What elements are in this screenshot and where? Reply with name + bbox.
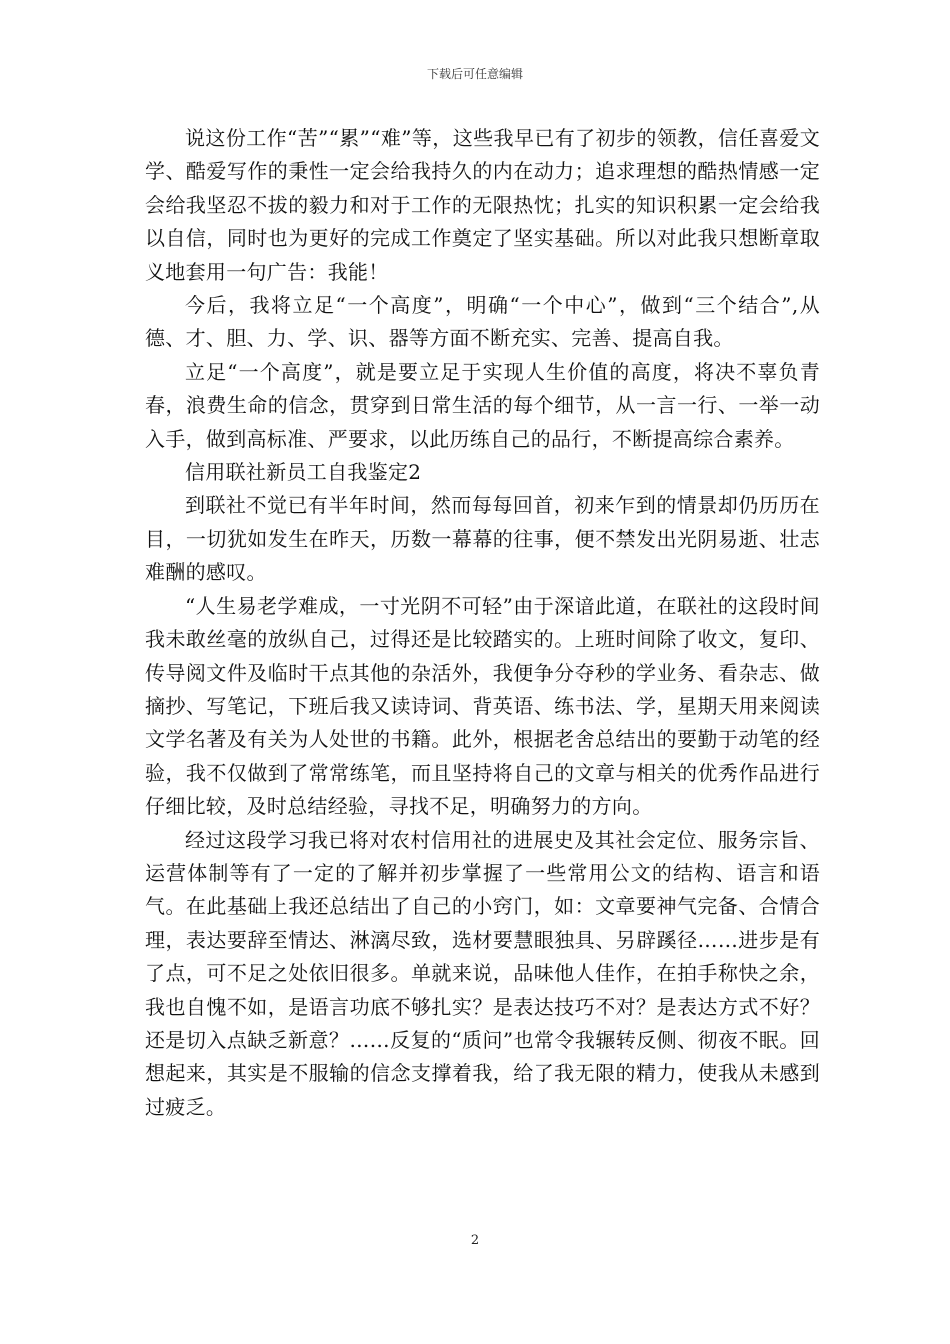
paragraph: 到联社不觉已有半年时间，然而每每回首，初来乍到的情景却仍历历在目，一切犹如发生在昨天，历数一幕幕的往事，便不禁发出光阴易逝、壮志难酬的感叹。 (145, 493, 820, 585)
paragraph: 说这份工作“苦”“累”“难”等，这些我早已有了初步的领教，信任喜爱文学、酷爱写作的秉性一定会给我持久的内在动力；追求理想的酷热情感一定会给我坚忍不拔的毅力和对于工作的无限热忱；扎实的知识积累一定会给我以自信，同时也为更好的完成工作奠定了坚实基础。所以对此我只想断章取义地套用一句广告：我能！ (145, 126, 820, 284)
paragraph: 立足“一个高度”，就是要立足于实现人生价值的高度，将决不辜负青春，浪费生命的信念，贯穿到日常生活的每个细节，从一言一行、一举一动入手，做到高标准、严要求，以此历练自己的品行，不断提高综合素养。 (145, 359, 820, 451)
paragraph: 今后，我将立足“一个高度”，明确“一个中心”，做到“三个结合”,从德、才、胆、力、学、识、器等方面不断充实、完善、提高自我。 (145, 293, 820, 351)
paragraph: 经过这段学习我已将对农村信用社的进展史及其社会定位、服务宗旨、运营体制等有了一定的了解并初步掌握了一些常用公文的结构、语言和语气。在此基础上我还总结出了自己的小窍门，如：文章要神气完备、合情合理，表达要辞至情达、淋漓尽致，选材要慧眼独具、另辟蹊径……进步是有了点，可不足之处依旧很多。单就来说，品味他人佳作，在拍手称快之余，我也自愧不如，是语言功底不够扎实？是表达技巧不对？是表达方式不好？还是切入点缺乏新意？……反复的“质问”也常令我辗转反侧、彻夜不眠。回想起来，其实是不服输的信念支撑着我，给了我无限的精力，使我从未感到过疲乏。 (145, 827, 820, 1119)
page-header: 下载后可任意编辑 (426, 67, 523, 81)
section-heading: 信用联社新员工自我鉴定2 (185, 460, 422, 485)
page-number: 2 (470, 1233, 480, 1248)
body-text (145, 122, 820, 1124)
paragraph: “人生易老学难成，一寸光阴不可轻”由于深谙此道，在联社的这段时间我未敢丝毫的放纵自己，过得还是比较踏实的。上班时间除了收文，复印、传导阅文件及临时干点其他的杂活外，我便争分夺秒的学业务、看杂志、做摘抄、写笔记，下班后我又读诗词、背英语、练书法、学，星期天用来阅读文学名著及有关为人处世的书籍。此外，根据老舍总结出的要勤于动笔的经验，我不仅做到了常常练笔，而且坚持将自己的文章与相关的优秀作品进行仔细比较，及时总结经验，寻找不足，明确努力的方向。 (145, 593, 820, 819)
